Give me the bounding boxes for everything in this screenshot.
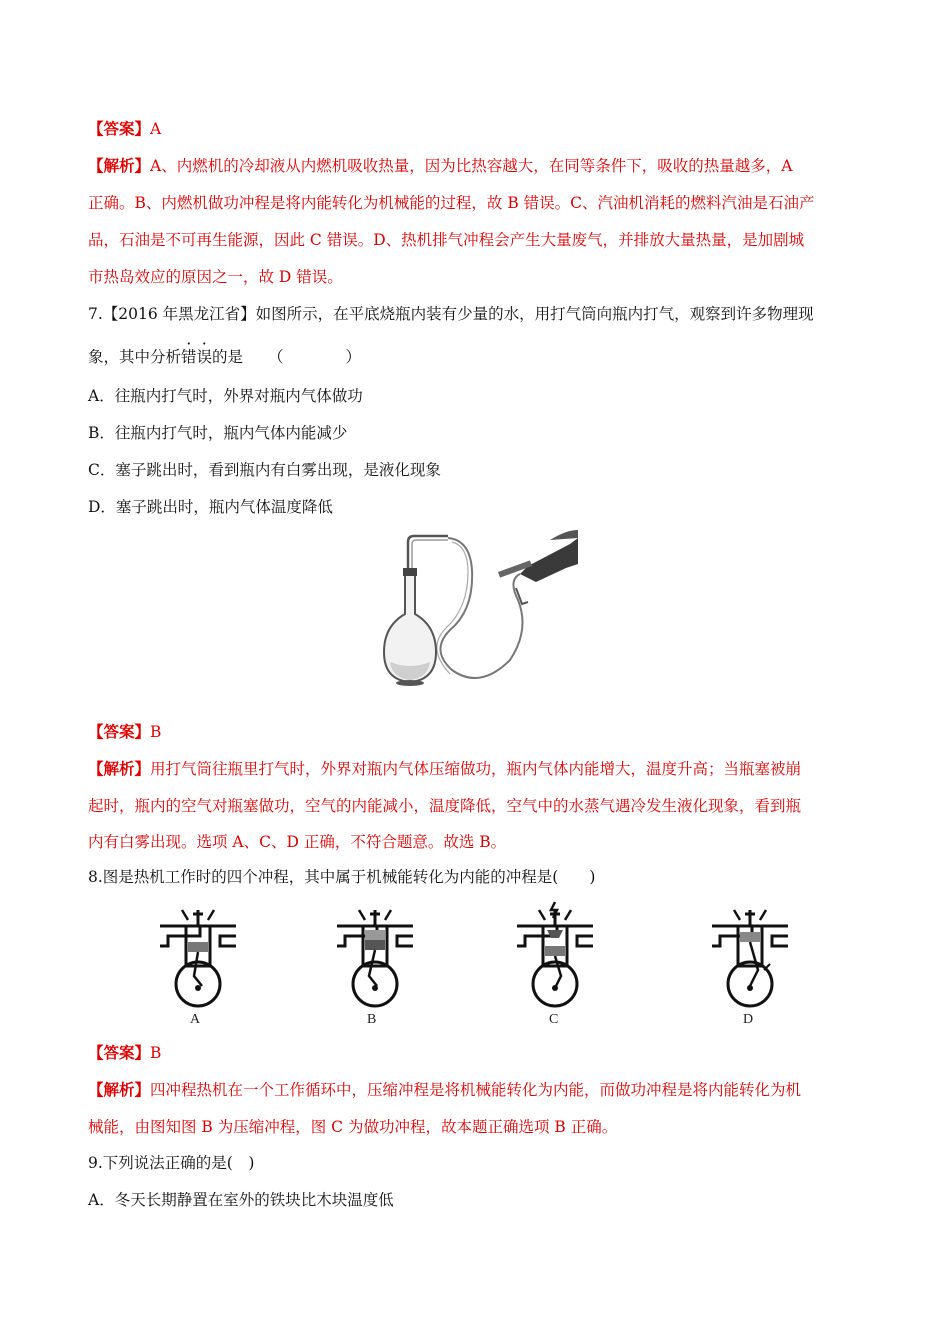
analysis-tag: 【解析】: [88, 759, 151, 778]
stem-text: 象，其中分析: [88, 348, 182, 366]
q6-analysis-line-4: 市热岛效应的原因之一，故 D 错误。: [88, 268, 343, 286]
q7-analysis-line-1: [88, 759, 866, 779]
engine-strokes-figure: [155, 900, 795, 1022]
emphasis-char: 误: [196, 348, 213, 366]
q6-analysis-line-1: [88, 156, 866, 176]
q6-analysis-line-2: 正确。B、内燃机做功冲程是将内能转化为机械能的过程，故 B 错误。C、汽油机消耗的燃料汽油是石油产: [88, 194, 815, 212]
analysis-tag: 【解析】: [88, 156, 151, 175]
engine-label-d: D: [743, 1012, 754, 1027]
q9-option-a: A．冬天长期静置在室外的铁块比木块温度低: [88, 1191, 394, 1209]
q7-answer: [88, 722, 866, 742]
stem-text: 的是: [212, 348, 244, 366]
q6-analysis-line-3: 品，石油是不可再生能源，因此 C 错误。D、热机排气冲程会产生大量废气，并排放大量热量，是加剧城: [88, 231, 805, 249]
flask-pump-figure: [370, 530, 580, 695]
answer-blank: （ ）: [268, 348, 362, 366]
q8-analysis-line-1: [88, 1080, 866, 1100]
answer-tag: 【答案】: [88, 119, 151, 138]
emphasis-char: 错: [181, 348, 197, 366]
analysis-text: 用打气筒往瓶里打气时，外界对瓶内气体压缩做功，瓶内气体内能增大，温度升高；当瓶塞被崩: [150, 760, 802, 778]
answer-tag: 【答案】: [88, 1043, 151, 1062]
answer-value: B: [150, 723, 162, 741]
q7-option-c: C．塞子跳出时，看到瓶内有白雾出现，是液化现象: [88, 461, 441, 479]
q8-answer: [88, 1043, 866, 1063]
q7-stem-line-1: 7.【2016 年黑龙江省】如图所示，在平底烧瓶内装有少量的水，用打气筒向瓶内打气，观察到许多物理现: [88, 305, 814, 323]
answer-tag: 【答案】: [88, 722, 151, 741]
q6-answer: [88, 119, 866, 139]
q7-analysis-line-3: 内有白雾出现。选项 A、C、D 正确，不符合题意。故选 B。: [88, 833, 507, 851]
q7-analysis-line-2: 起时，瓶内的空气对瓶塞做功，空气的内能减小，温度降低，空气中的水蒸气遇冷发生液化现象，看到瓶: [88, 797, 802, 815]
engine-c: [517, 902, 593, 1006]
q9-stem: 9.下列说法正确的是( ): [88, 1154, 255, 1172]
q7-option-d: D．塞子跳出时，瓶内气体温度降低: [88, 498, 333, 516]
q7-option-a: A．往瓶内打气时，外界对瓶内气体做功: [88, 387, 363, 405]
flask-stopper: [403, 568, 417, 576]
engine-d: [712, 910, 788, 1006]
engine-label-a: A: [190, 1012, 201, 1027]
q7-option-b: B．往瓶内打气时，瓶内气体内能减少: [88, 424, 348, 442]
q7-stem-line-2: [88, 347, 866, 367]
answer-value: A: [150, 120, 162, 138]
engine-a: [160, 910, 236, 1006]
analysis-text: 四冲程热机在一个工作循环中，压缩冲程是将机械能转化为内能，而做功冲程是将内能转化为机: [150, 1081, 802, 1099]
pump-handle: [520, 538, 578, 582]
engine-label-c: C: [549, 1012, 559, 1027]
analysis-text: A、内燃机的冷却液从内燃机吸收热量，因为比热容越大，在同等条件下，吸收的热量越多，A: [150, 157, 793, 175]
q8-stem: 8.图是热机工作时的四个冲程，其中属于机械能转化为内能的冲程是( ): [88, 868, 596, 886]
answer-value: B: [150, 1044, 162, 1062]
q8-analysis-line-2: 械能，由图知图 B 为压缩冲程，图 C 为做功冲程，故本题正确选项 B 正确。: [88, 1118, 618, 1136]
analysis-tag: 【解析】: [88, 1080, 151, 1099]
engine-b: [337, 910, 413, 1006]
engine-label-b: B: [367, 1012, 377, 1027]
